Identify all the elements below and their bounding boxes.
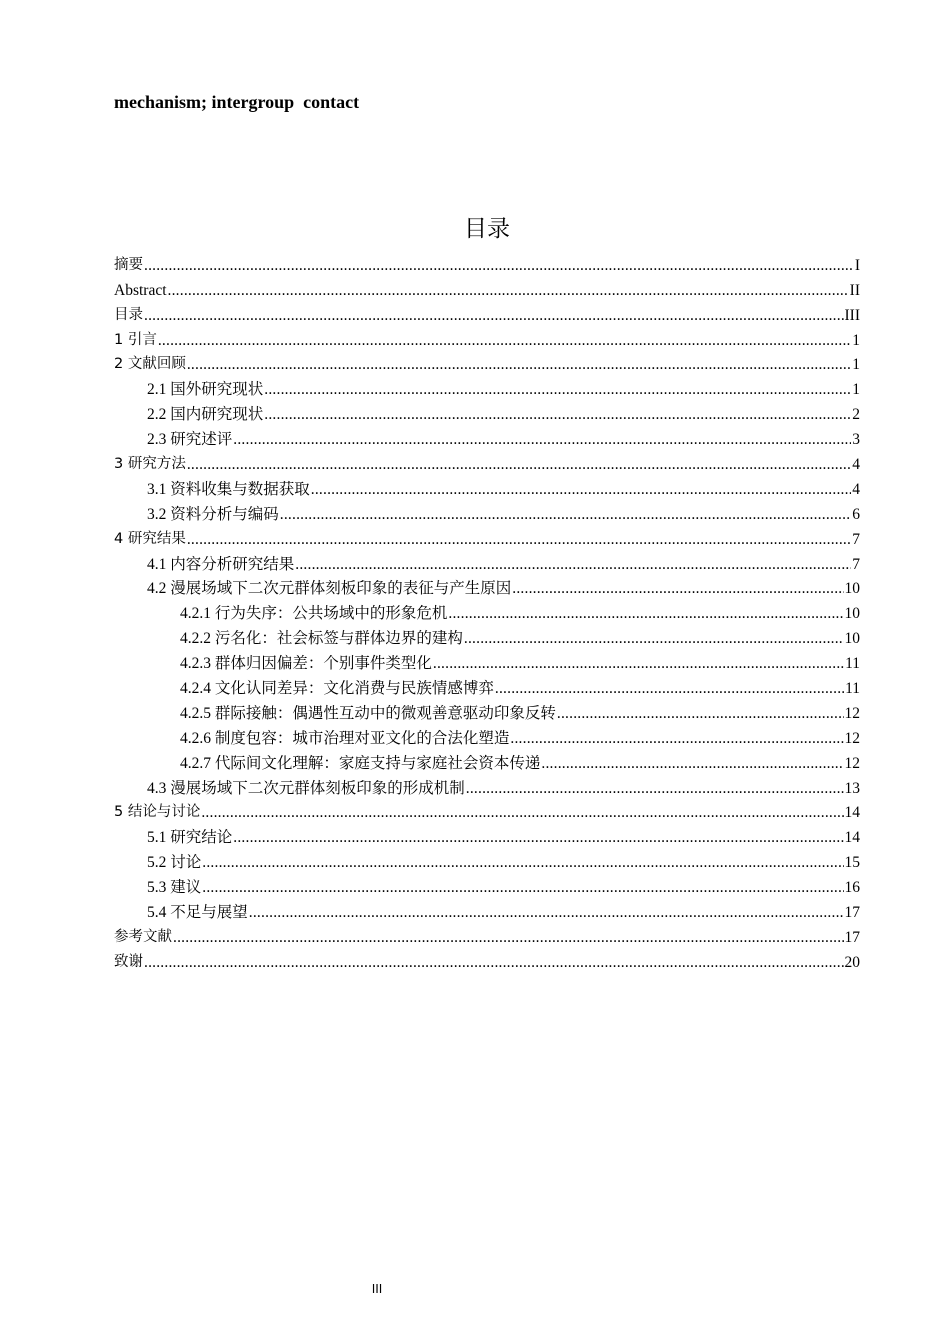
toc-dot-leader [233,430,851,449]
toc-entry[interactable] [114,574,860,599]
toc-entry[interactable] [114,424,860,449]
toc-entry-label: 4.2.1 行为失序：公共场域中的形象危机 [180,605,448,623]
toc-entry[interactable] [114,250,860,275]
toc-entry-label: 5.3 建议 [147,879,202,897]
toc-dot-leader [233,828,843,847]
toc-entry-label: Abstract [114,281,167,299]
toc-dot-leader [512,579,843,598]
toc-entry-label: 2.1 国外研究现状 [147,381,264,399]
toc-entry-page: II [849,281,860,299]
toc-entry-label: 4.2.6 制度包容：城市治理对亚文化的合法化塑造 [180,729,510,747]
toc-entry[interactable] [114,549,860,574]
toc-entry-page: 10 [844,605,860,623]
toc-entry-page: 1 [852,331,860,349]
toc-entry-label: 4.2.7 代际间文化理解：家庭支持与家庭社会资本传递 [180,754,541,772]
toc-entry-page: 3 [852,431,860,449]
toc-dot-leader [495,679,844,698]
toc-entry-page: 6 [852,505,860,523]
toc-entry-page: 1 [852,356,860,374]
toc-dot-leader [264,405,851,424]
toc-dot-leader [311,480,851,499]
toc-entry[interactable] [114,350,860,375]
toc-entry-page: 14 [844,804,860,822]
toc-entry[interactable] [114,325,860,350]
toc-entry[interactable] [114,673,860,698]
toc-entry-label: 2 文献回顾 [114,356,186,373]
toc-entry-label: 4.2 漫展场域下二次元群体刻板印象的表征与产生原因 [147,580,512,598]
toc-dot-leader [201,803,843,822]
toc-entry-label: 4.1 内容分析研究结果 [147,555,295,573]
toc-dot-leader [264,380,851,399]
toc-entry-label: 4.2.5 群际接触：偶遇性互动中的微观善意驱动印象反转 [180,704,556,722]
toc-dot-leader [464,629,844,648]
toc-entry[interactable] [114,723,860,748]
toc-dot-leader [173,928,844,947]
toc-entry-page: 2 [852,406,860,424]
toc-entry-label: 3 研究方法 [114,456,186,473]
toc-entry-label: 4.2.3 群体归因偏差：个别事件类型化 [180,655,432,673]
toc-entry-page: 10 [844,630,860,648]
toc-entry-page: 7 [852,530,860,548]
toc-entry-page: 4 [852,480,860,498]
toc-entry-page: 15 [844,854,860,872]
toc-dot-leader [168,281,849,300]
toc-entry-page: 17 [844,904,860,922]
toc-entry-label: 目录 [114,306,143,323]
toc-dot-leader [466,779,844,798]
toc-entry-label: 4 研究结果 [114,530,186,547]
keywords-continuation: mechanism; intergroup contact [114,92,360,112]
toc-entry-label: 4.2.2 污名化：社会标签与群体边界的建构 [180,630,463,648]
toc-entry-label: 3.1 资料收集与数据获取 [147,480,310,498]
toc-entry-page: 17 [844,928,860,946]
toc-entry-label: 5.1 研究结论 [147,829,233,847]
toc-entry[interactable] [114,474,860,499]
toc-dot-leader [510,729,843,748]
toc-entry-page: 11 [845,655,860,673]
toc-entry-label: 4.2.4 文化认同差异：文化消费与民族情感博弈 [180,680,494,698]
toc-dot-leader [202,878,843,897]
toc-entry[interactable] [114,798,860,823]
toc-entry[interactable] [114,374,860,399]
toc-entry[interactable] [114,698,860,723]
toc-entry[interactable] [114,748,860,773]
toc-entry-page: 14 [844,829,860,847]
toc-dot-leader [187,530,851,549]
toc-entry-label: 5 结论与讨论 [114,804,201,821]
page-number: III [371,1282,383,1296]
toc-entry-page: 12 [844,704,860,722]
toc-entry[interactable] [114,623,860,648]
toc-entry-page: 16 [844,879,860,897]
toc-entry-page: 20 [844,953,860,971]
toc-entry-page: 12 [844,729,860,747]
table-of-contents [114,250,860,972]
toc-dot-leader [433,654,844,673]
toc-dot-leader [158,331,851,350]
toc-entry[interactable] [114,524,860,549]
toc-dot-leader [448,604,843,623]
toc-entry[interactable] [114,897,860,922]
toc-dot-leader [249,903,844,922]
toc-entry-page: III [844,306,860,324]
toc-entry-label: 参考文献 [114,928,172,945]
toc-entry-label: 5.4 不足与展望 [147,904,248,922]
toc-dot-leader [557,704,844,723]
toc-entry[interactable] [114,300,860,325]
toc-entry-page: 1 [852,381,860,399]
toc-entry[interactable] [114,773,860,798]
toc-entry[interactable] [114,922,860,947]
toc-entry-page: 10 [844,580,860,598]
toc-entry-label: 5.2 讨论 [147,854,202,872]
toc-entry-label: 摘要 [114,256,143,273]
toc-entry-page: 11 [845,680,860,698]
toc-entry[interactable] [114,399,860,424]
toc-dot-leader [202,853,843,872]
toc-entry-label: 4.3 漫展场域下二次元群体刻板印象的形成机制 [147,779,465,797]
toc-entry[interactable] [114,947,860,972]
toc-entry[interactable] [114,872,860,897]
toc-entry[interactable] [114,648,860,673]
toc-entry-label: 2.2 国内研究现状 [147,406,264,424]
toc-entry-label: 1 引言 [114,331,157,348]
toc-dot-leader [187,455,851,474]
toc-entry[interactable] [114,847,860,872]
toc-dot-leader [144,306,844,325]
toc-dot-leader [144,953,844,972]
toc-dot-leader [295,555,851,574]
toc-dot-leader [144,256,854,275]
toc-entry-page: 12 [844,754,860,772]
toc-entry[interactable] [114,499,860,524]
toc-entry[interactable] [114,598,860,623]
toc-entry-page: 7 [852,555,860,573]
toc-dot-leader [187,355,851,374]
toc-entry[interactable] [114,449,860,474]
toc-entry-page: I [854,256,860,274]
toc-entry-page: 13 [844,779,860,797]
toc-dot-leader [541,754,843,773]
toc-entry-label: 2.3 研究述评 [147,431,233,449]
toc-entry-page: 4 [852,456,860,474]
toc-title: 目录 [464,216,510,242]
toc-dot-leader [280,505,851,524]
toc-entry[interactable] [114,275,860,300]
toc-entry[interactable] [114,822,860,847]
toc-entry-label: 致谢 [114,953,143,970]
toc-entry-label: 3.2 资料分析与编码 [147,505,279,523]
